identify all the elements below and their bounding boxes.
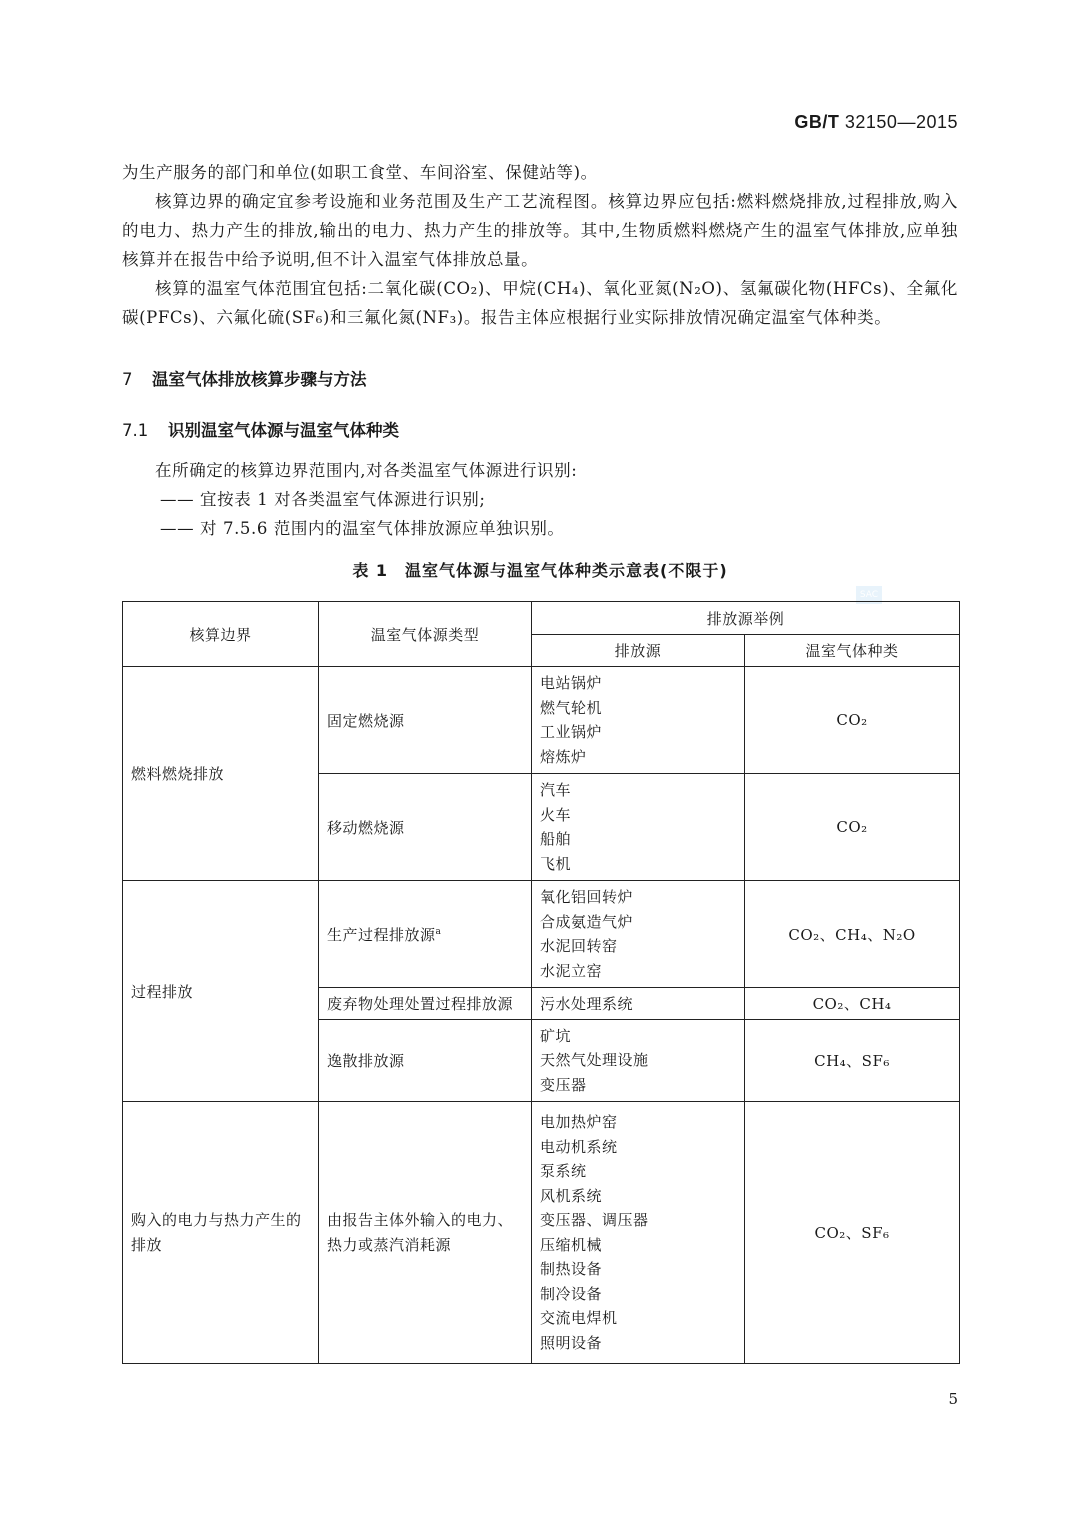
list-item: 合成氨造气炉 xyxy=(540,912,634,931)
source-type-cell: 移动燃烧源 xyxy=(319,774,532,881)
header-boundary: 核算边界 xyxy=(123,602,319,667)
source-type-cell: 逸散排放源 xyxy=(319,1020,532,1102)
identification-list xyxy=(122,456,958,543)
page-number: 5 xyxy=(948,1390,958,1408)
table-header-row xyxy=(123,602,960,635)
gas-cell: CH₄、SF₆ xyxy=(745,1020,960,1102)
list-item: 燃气轮机 xyxy=(540,698,603,717)
gas-cell: CO₂、CH₄、N₂O xyxy=(745,881,960,988)
section-title: 温室气体排放核算步骤与方法 xyxy=(152,370,367,389)
table-row xyxy=(123,881,960,988)
list-item: 电站锅炉 xyxy=(540,674,603,692)
list-item: 污水处理系统 xyxy=(540,995,634,1013)
table-row xyxy=(123,667,960,774)
list-item: 电加热炉窑 xyxy=(540,1113,618,1131)
list-item: 水泥立窑 xyxy=(540,961,603,980)
source-type-cell: 废弃物处理处置过程排放源 xyxy=(319,988,532,1020)
paragraph-boundary: 核算边界的确定宜参考设施和业务范围及生产工艺流程图。核算边界应包括:燃料燃烧排放,过程排放,购入的电力、热力产生的排放,输出的电力、热力产生的排放等。其中,生物质燃料燃烧产生的温室气体排放,应单独核算并在报告中给予说明,但不计入温室气体排放总量。 xyxy=(122,192,958,269)
page-header xyxy=(794,112,958,133)
list-item: 制冷设备 xyxy=(540,1284,603,1303)
list-item: 汽车 xyxy=(540,781,572,799)
ghg-source-table xyxy=(122,601,960,1364)
source-list xyxy=(532,881,745,988)
section-number: 7.1 xyxy=(122,421,149,440)
list-item: 矿坑 xyxy=(540,1026,572,1045)
paragraph-continuation: 为生产服务的部门和单位(如职工食堂、车间浴室、保健站等)。 xyxy=(122,163,598,182)
list-item: 船舶 xyxy=(540,830,572,848)
header-source: 排放源 xyxy=(532,635,745,667)
table-row xyxy=(123,1102,960,1364)
source-type-cell xyxy=(319,881,532,988)
group-process: 过程排放 xyxy=(123,881,319,1102)
source-list xyxy=(532,667,745,774)
list-item: 火车 xyxy=(540,805,572,824)
gas-cell: CO₂ xyxy=(745,774,960,881)
standard-prefix: GB/T xyxy=(794,112,840,132)
group-purchased: 购入的电力与热力产生的排放 xyxy=(123,1102,319,1364)
watermark-stamp: SAC xyxy=(856,586,882,604)
list-item: 工业锅炉 xyxy=(540,723,603,741)
table-caption: 表 1 温室气体源与温室气体种类示意表(不限于) xyxy=(352,561,728,580)
source-list xyxy=(532,774,745,881)
section-7-heading xyxy=(122,366,367,390)
footnote-marker: a xyxy=(435,926,442,937)
list-item: 照明设备 xyxy=(540,1333,603,1352)
list-item: 氧化铝回转炉 xyxy=(540,888,634,906)
group-fuel: 燃料燃烧排放 xyxy=(123,667,319,881)
gas-cell: CO₂、CH₄ xyxy=(745,988,960,1020)
list-item: 熔炼炉 xyxy=(540,747,587,766)
list-item: 水泥回转窑 xyxy=(540,937,618,955)
header-gas: 温室气体种类 xyxy=(745,635,960,667)
list-item: 泵系统 xyxy=(540,1162,587,1180)
list-item: 压缩机械 xyxy=(540,1235,603,1254)
paragraph-gas-scope: 核算的温室气体范围宜包括:二氧化碳(CO₂)、甲烷(CH₄)、氧化亚氮(N₂O)、氢氟碳化物(HFCs)、全氟化碳(PFCs)、六氟化硫(SF₆)和三氟化氮(NF₃)。报告主体应根据行业实际排放情况确定温室气体种类。 xyxy=(122,279,958,327)
list-item: 变压器、调压器 xyxy=(540,1211,649,1229)
section-7-1-heading xyxy=(122,417,399,441)
header-source-type: 温室气体源类型 xyxy=(319,602,532,667)
standard-number: 32150—2015 xyxy=(844,112,958,132)
list-item: 交流电焊机 xyxy=(540,1309,618,1327)
list-item: —— 宜按表 1 对各类温室气体源进行识别; xyxy=(160,490,486,509)
source-type-cell: 固定燃烧源 xyxy=(319,667,532,774)
list-item: 风机系统 xyxy=(540,1186,603,1205)
list-intro: 在所确定的核算边界范围内,对各类温室气体源进行识别: xyxy=(155,461,578,480)
gas-cell: CO₂、SF₆ xyxy=(745,1102,960,1364)
list-item: 天然气处理设施 xyxy=(540,1051,649,1070)
gas-cell: CO₂ xyxy=(745,667,960,774)
list-item: 制热设备 xyxy=(540,1260,603,1278)
section-title: 识别温室气体源与温室气体种类 xyxy=(168,421,399,440)
source-list xyxy=(532,1020,745,1102)
list-item: —— 对 7.5.6 范围内的温室气体排放源应单独识别。 xyxy=(160,519,565,538)
header-examples: 排放源举例 xyxy=(532,602,960,635)
section-number: 7 xyxy=(122,370,133,389)
body-paragraphs xyxy=(122,158,958,332)
source-list xyxy=(532,1102,745,1364)
list-item: 飞机 xyxy=(540,854,572,873)
source-list xyxy=(532,988,745,1020)
source-type-cell: 由报告主体外输入的电力、热力或蒸汽消耗源 xyxy=(319,1102,532,1364)
list-item: 变压器 xyxy=(540,1075,587,1094)
source-type-label: 生产过程排放源 xyxy=(327,925,436,944)
list-item: 电动机系统 xyxy=(540,1137,618,1156)
